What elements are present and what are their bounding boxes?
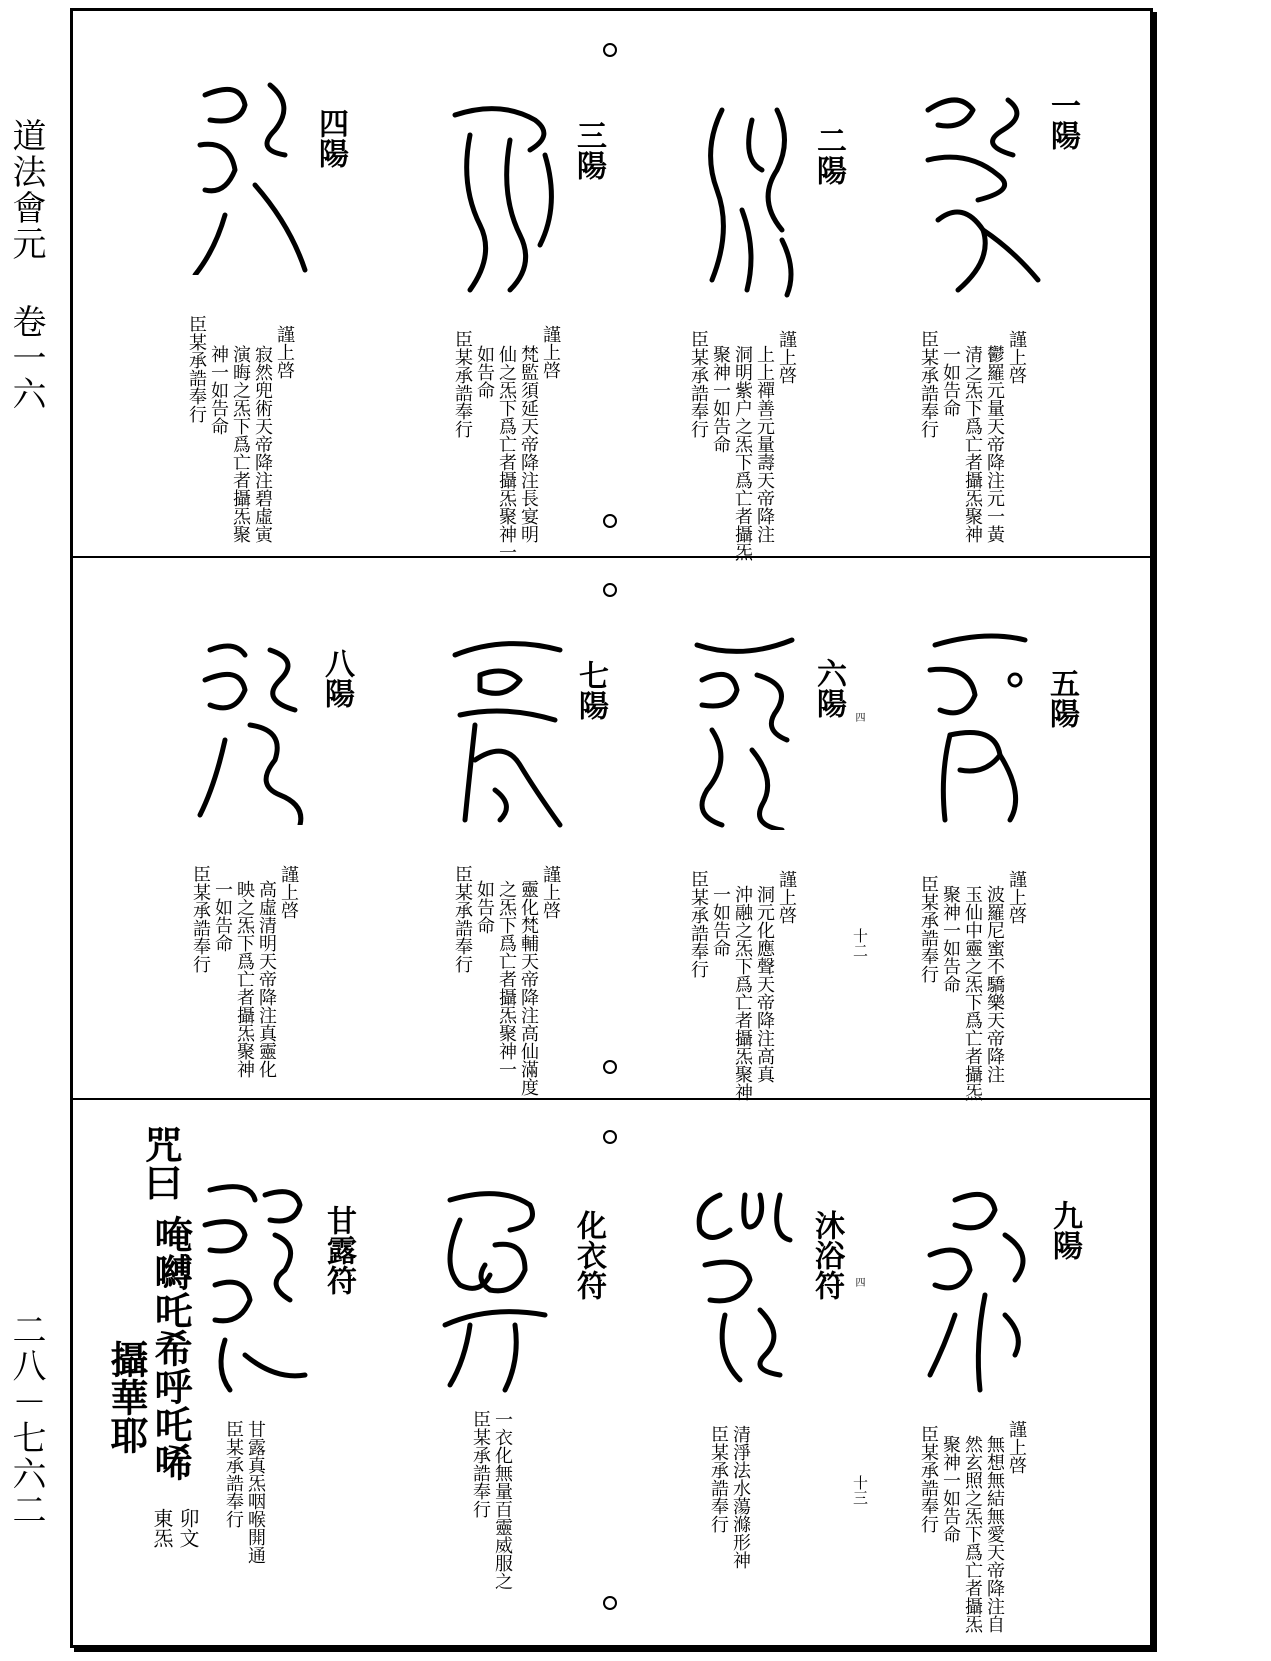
talisman-glyph-4 <box>185 75 315 275</box>
talisman-label-7: 七陽 <box>573 660 608 720</box>
talisman-label-10: 沐浴符 <box>809 1210 844 1300</box>
circle-mark <box>603 514 617 528</box>
talisman-glyph-8 <box>195 635 315 825</box>
folio-13: 十三 <box>851 1475 869 1505</box>
book-title: 道法會元 卷一六 <box>6 118 46 412</box>
frame-shadow-bottom <box>74 1648 1157 1652</box>
incantation-note-2: 東炁 <box>150 1508 174 1548</box>
row-divider-1 <box>70 556 1153 558</box>
talisman-glyph-7 <box>445 630 570 830</box>
talisman-label-1: 一陽 <box>1045 90 1080 150</box>
talisman-glyph-10 <box>685 1185 805 1385</box>
talisman-label-4: 四陽 <box>313 108 348 168</box>
circle-mark <box>603 1596 617 1610</box>
talisman-glyph-11 <box>430 1185 560 1395</box>
talisman-label-8: 八陽 <box>319 648 354 708</box>
talisman-glyph-6 <box>682 630 807 830</box>
talisman-glyph-5 <box>915 625 1045 825</box>
talisman-label-2: 二陽 <box>811 125 846 185</box>
talisman-glyph-9 <box>915 1185 1045 1395</box>
folio-12: 十二 <box>851 928 869 958</box>
talisman-label-6: 六陽 <box>811 658 846 718</box>
talisman-glyph-12 <box>195 1175 315 1395</box>
circle-mark <box>603 1060 617 1074</box>
talisman-label-3: 三陽 <box>571 120 606 180</box>
talisman-label-5: 五陽 <box>1044 668 1079 728</box>
frame-shadow <box>1153 12 1157 1652</box>
page-number: 二八－七六二 <box>6 1312 46 1528</box>
circle-mark <box>603 43 617 57</box>
small-mark-6: 四 <box>853 712 864 722</box>
circle-mark <box>603 1130 617 1144</box>
circle-mark <box>603 583 617 597</box>
talisman-glyph-1 <box>918 80 1048 300</box>
talisman-glyph-3 <box>440 95 570 295</box>
incantation-note-1: 卯文 <box>176 1508 200 1548</box>
row-divider-2 <box>70 1098 1153 1100</box>
incantation-line-1: 唵嚩吒希呼吒唏 <box>148 1215 193 1481</box>
small-mark-10: 四 <box>853 1277 864 1287</box>
talisman-label-12: 甘露符 <box>321 1205 356 1295</box>
incantation-heading: 咒曰 <box>138 1125 183 1201</box>
incantation-line-2: 攝華耶 <box>104 1340 149 1454</box>
talisman-label-11: 化衣符 <box>571 1210 606 1300</box>
talisman-label-9: 九陽 <box>1047 1200 1082 1260</box>
talisman-glyph-2 <box>682 100 807 300</box>
